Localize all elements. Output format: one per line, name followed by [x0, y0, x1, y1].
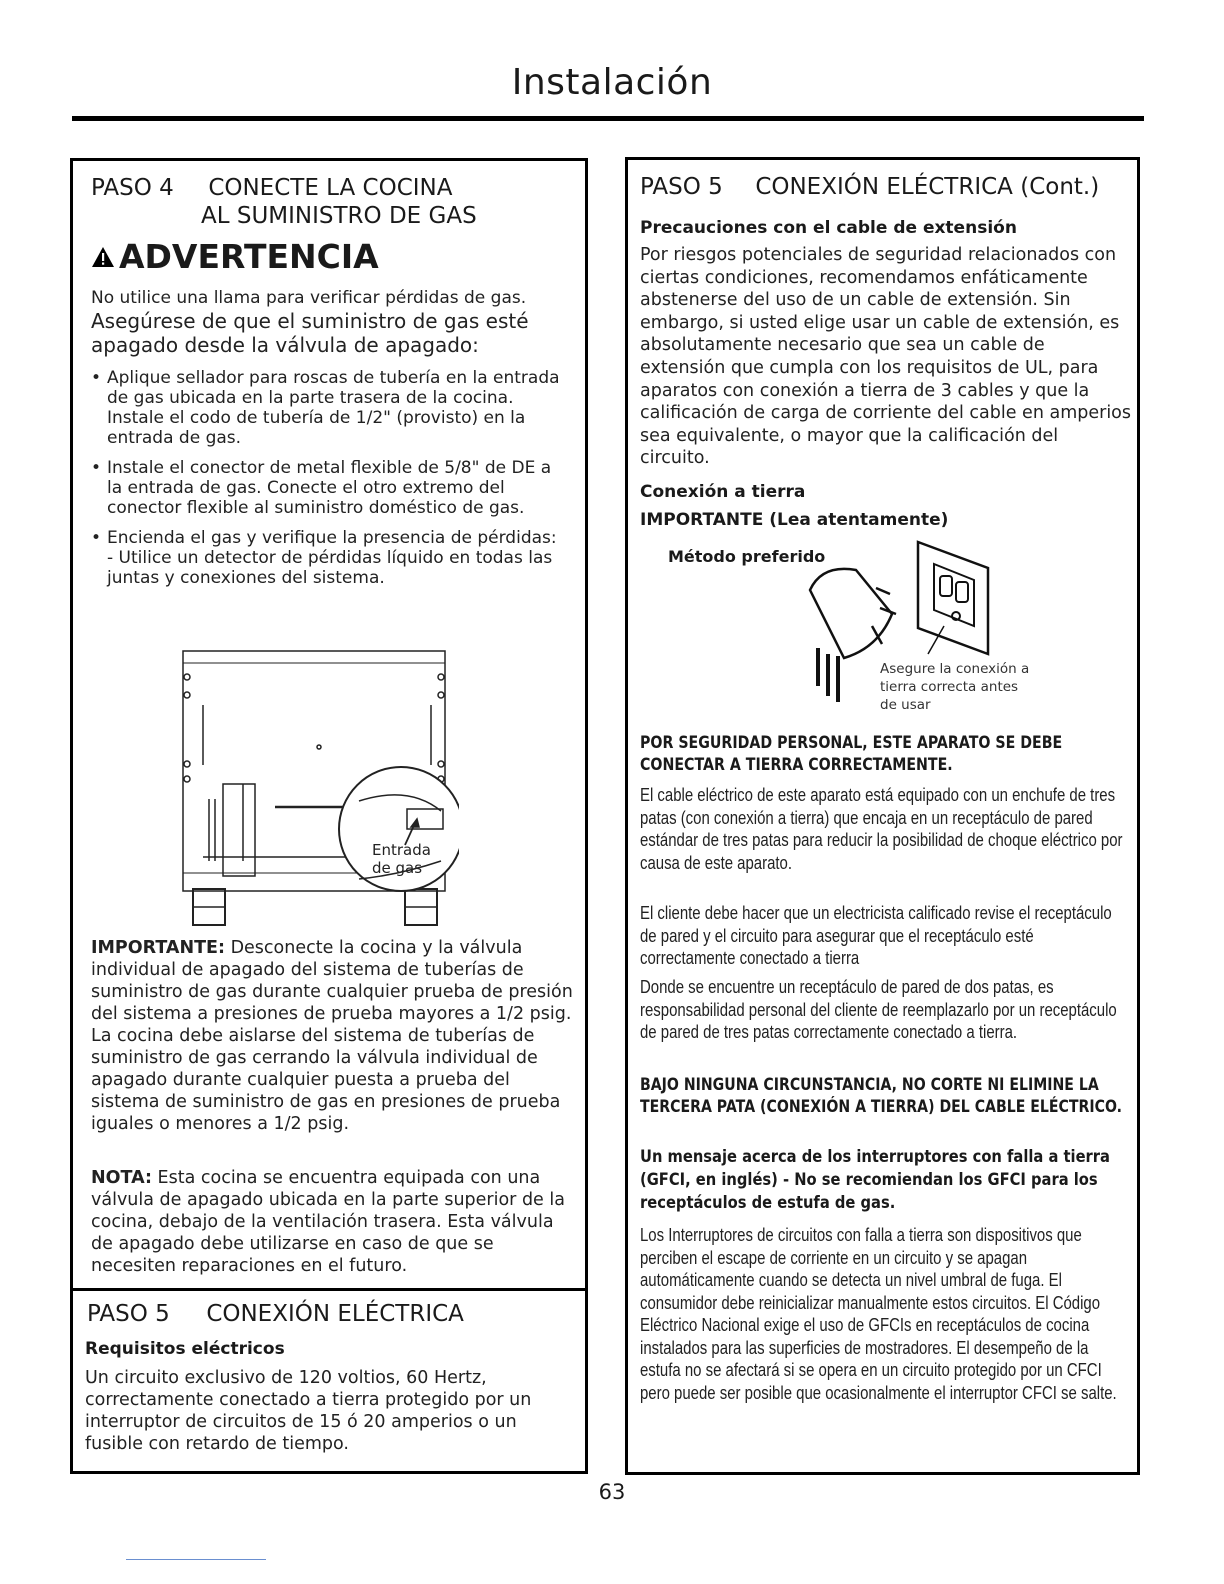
ground-paragraph-1: El cable eléctrico de este aparato está equipado con un enchufe de tres patas (con conexión a tierra) que encaja en un receptáculo de pared estándar de tres patas para reducir la posibilidad de choque eléctrico por causa de este aparato. — [640, 785, 1123, 873]
range-back-illustration — [179, 649, 459, 934]
important-label: IMPORTANTE: — [91, 938, 225, 958]
step4-title-line1: CONECTE LA COCINA — [208, 175, 453, 201]
step5-section — [70, 1288, 588, 1474]
page-number: 63 — [598, 1480, 626, 1504]
page-title: Instalación — [511, 62, 713, 103]
extension-text: Por riesgos potenciales de seguridad relacionados con ciertas condiciones, recomendamos enfáticamente abstenerse del uso de un cable de extensión. Sin embargo, si usted elige usar un cable de extensión, es absolutamente necesario que sea un cable de extensión que cumpla con los requisitos de UL, para aparatos con conexión a tierra de 3 cables y que la calificación de carga de corriente del cable en amperios sea equivalente, o mayor que la calificación del circuito. — [640, 245, 1131, 469]
step4-label: PASO 4 — [91, 175, 174, 201]
gfci-text: Los Interruptores de circuitos con falla a tierra son dispositivos que perciben el escape de corriente en un circuito y se apagan automáticamente cuando se detecta un nivel umbral de fuga. El consumidor debe reinicializar manualmente estos circuitos. El Código Eléctrico Nacional exige el uso de GFCIs en receptáculos de cocina instalados para las superficies de mostradores. El desempeño de la estufa no se afectará si se opera en un circuito protegido por un CFCI pero puede ser posible que ocasionalmente el interruptor CFCI se salte. — [640, 1225, 1117, 1403]
list-item: • Aplique sellador para roscas de tubería en la entrada de gas ubicada en la parte trasera de la cocina. Instale el codo de tubería de 1/2" (provisto) en la entrada de gas. — [87, 368, 567, 448]
step5-subtitle: Requisitos eléctricos — [85, 1339, 285, 1359]
note-paragraph — [91, 1167, 573, 1277]
warning-line2: Asegúrese de que el suministro de gas esté apagado desde la válvula de apagado: — [91, 309, 529, 357]
step4-section — [70, 158, 588, 1292]
step4-bullet-list — [87, 368, 567, 598]
important-text: Desconecte la cocina y la válvula individual de apagado del sistema de tuberías de suministro de gas durante cualquier prueba de presión del sistema a presiones de prueba mayores a 1/2 psig. La cocina debe aislarse del sistema de tuberías de suministro de gas cerrando la válvula individual de apagado durante cualquier puesta a prueba del sistema de suministro de gas en presiones de prueba iguales o menores a 1/2 psig. — [91, 938, 573, 1134]
ground-paragraph-2: El cliente debe hacer que un electricista calificado revise el receptáculo de pared y el circuito para asegurar que el receptáculo esté correctamente conectado a tierra — [640, 903, 1112, 968]
step4-title-line2: AL SUMINISTRO DE GAS — [201, 203, 477, 229]
step5-cont-title: CONEXIÓN ELÉCTRICA (Cont.) — [755, 174, 1100, 200]
list-item-text: Encienda el gas y verifique la presencia de pérdidas: — [107, 528, 557, 548]
gas-inlet-diagram — [179, 649, 459, 934]
step5-cont-heading — [640, 174, 1099, 200]
important-heading: IMPORTANTE (Lea atentamente) — [640, 510, 949, 530]
note-label: NOTA: — [91, 1168, 152, 1188]
step4-heading — [91, 175, 453, 201]
step5-cont-section — [625, 157, 1140, 1475]
step5-text: Un circuito exclusivo de 120 voltios, 60 Hertz, correctamente conectado a tierra protegido por un interruptor de circuitos de 15 ó 20 amperios o un fusible con retardo de tiempo. — [85, 1368, 532, 1454]
note-text: Esta cocina se encuentra equipada con una válvula de apagado ubicada en la parte superior de la cocina, debajo de la ventilación trasera. Esta válvula de apagado debe utilizarse en caso de que se necesiten reparaciones en el futuro. — [91, 1168, 565, 1276]
important-paragraph — [91, 937, 573, 1135]
warning-line1: No utilice una llama para verificar pérdidas de gas. — [91, 288, 527, 308]
warning-heading — [91, 237, 379, 276]
step5-heading — [87, 1301, 464, 1327]
step5-title: CONEXIÓN ELÉCTRICA — [206, 1301, 464, 1327]
plug-caption-2: tierra correcta antes — [880, 679, 1019, 695]
plug-caption-1: Asegure la conexión a — [880, 661, 1030, 677]
title-rule — [72, 116, 1144, 121]
list-item — [87, 528, 567, 588]
diagram-label-line2: de gas — [372, 859, 423, 877]
safety-heading: POR SEGURIDAD PERSONAL, ESTE APARATO SE DEBE CONECTAR A TIERRA CORRECTAMENTE. — [640, 733, 1063, 774]
step5-label: PASO 5 — [87, 1301, 170, 1327]
dash-item: - Utilice un detector de pérdidas líquido en todas las juntas y conexiones del sistema. — [107, 548, 553, 588]
no-cut-heading: BAJO NINGUNA CIRCUNSTANCIA, NO CORTE NI ELIMINE LA TERCERA PATA (CONEXIÓN A TIERRA) DEL CABLE ELÉCTRICO. — [640, 1075, 1123, 1116]
warning-title: ADVERTENCIA — [119, 237, 379, 276]
gfci-heading: Un mensaje acerca de los interruptores con falla a tierra (GFCI, en inglés) - No se recomiendan los GFCI para los receptáculos de estufa de gas. — [640, 1147, 1110, 1213]
footer-line — [126, 1559, 266, 1560]
list-item: • Instale el conector de metal flexible de 5/8" de DE a la entrada de gas. Conecte el otro extremo del conector flexible al suministro doméstico de gas. — [87, 458, 567, 518]
preferred-method-label: Método preferido — [668, 547, 826, 566]
diagram-label-line1: Entrada — [372, 841, 431, 859]
ground-paragraph-3: Donde se encuentre un receptáculo de pared de dos patas, es responsabilidad personal del cliente de reemplazarlo por un receptáculo de pared de tres patas correctamente conectado a tierra. — [640, 977, 1117, 1042]
ground-heading: Conexión a tierra — [640, 482, 806, 502]
step5-cont-label: PASO 5 — [640, 174, 723, 200]
warning-triangle-icon — [91, 237, 115, 276]
extension-heading: Precauciones con el cable de extensión — [640, 218, 1017, 238]
plug-caption-3: de usar — [880, 697, 931, 713]
